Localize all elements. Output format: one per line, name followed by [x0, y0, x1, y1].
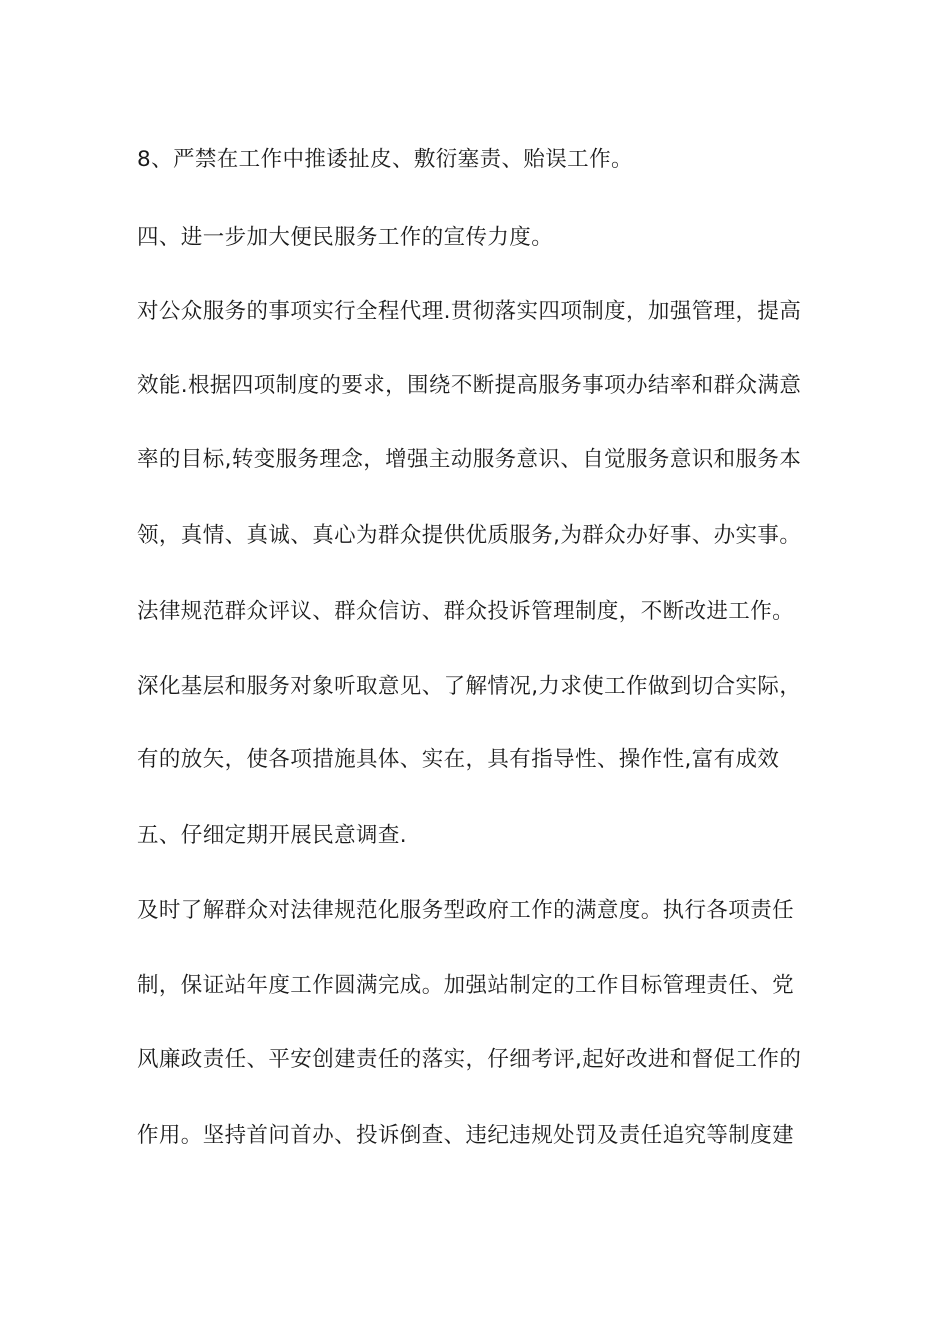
text-line: 及时了解群众对法律规范化服务型政府工作的满意度。执行各项责任	[137, 898, 795, 923]
text-line: 对公众服务的事项实行全程代理.贯彻落实四项制度，加强管理，提高	[137, 299, 802, 324]
text-line: 法律规范群众评议、群众信访、群众投诉管理制度，不断改进工作。	[137, 599, 795, 624]
text-line: 作用。坚持首问首办、投诉倒查、违纪违规处罚及责任追究等制度建	[137, 1123, 795, 1148]
text-line: 8、严禁在工作中推诿扯皮、敷衍塞责、贻误工作。	[137, 147, 633, 172]
text-line: 效能.根据四项制度的要求，围绕不断提高服务事项办结率和群众满意	[137, 373, 802, 398]
text-line: 五、仔细定期开展民意调查.	[137, 823, 408, 848]
text-line: 深化基层和服务对象听取意见、了解情况,力求使工作做到切合实际，	[137, 674, 802, 699]
text-line: 领，真情、真诚、真心为群众提供优质服务,为群众办好事、办实事。	[137, 523, 802, 548]
text-line: 率的目标,转变服务理念，增强主动服务意识、自觉服务意识和服务本	[137, 447, 802, 472]
text-line: 四、进一步加大便民服务工作的宣传力度。	[137, 225, 554, 250]
text-line: 风廉政责任、平安创建责任的落实，仔细考评,起好改进和督促工作的	[137, 1047, 802, 1072]
text-line: 有的放矢，使各项措施具体、实在，具有指导性、操作性,富有成效	[137, 747, 780, 772]
text-line: 制，保证站年度工作圆满完成。加强站制定的工作目标管理责任、党	[137, 973, 795, 998]
